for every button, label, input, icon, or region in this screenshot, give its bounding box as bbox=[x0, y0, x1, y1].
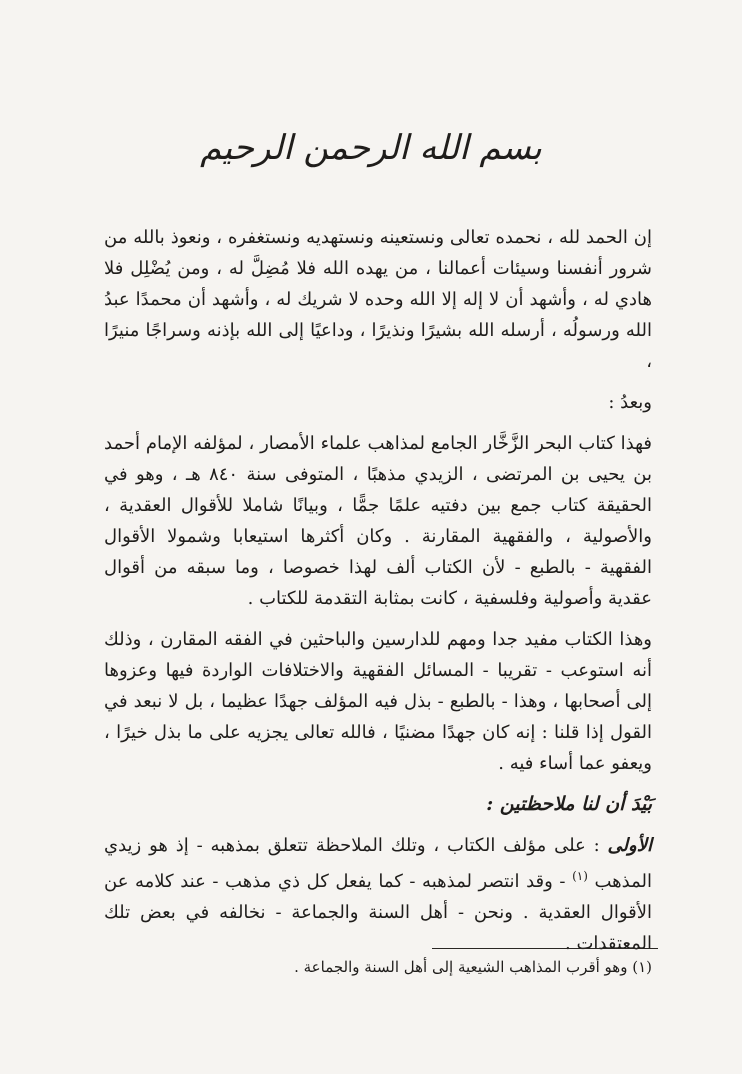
paragraph-book: فهذا كتاب البحر الزَّخَّار الجامع لمذاهب علماء الأمصار ، لمؤلفه الإمام أحمد بن يحيى بن المرتضى ، الزيدي مذهبًا ، المتوفى سنة ٨٤٠ هـ ، وهو في الحقيقة كتاب جمع بين دفتيه علمًا جمًّا ، وبيانًا شاملا للأقوال العقدية ، والأصولية ، والفقهية المقارنة . وكان أكثرها استيعابا وشمولا الأقوال الفقهية - بالطبع - لأن الكتاب ألف لهذا خصوصا ، وما سبقه من أقوال عقدية وأصولية وفلسفية ، كانت بمثابة التقدمة للكتاب . bbox=[104, 433, 653, 609]
footnote: (١) وهو أقرب المذاهب الشيعية إلى أهل السنة والجماعة . bbox=[294, 958, 652, 976]
baad-line: وبعدُ : bbox=[608, 392, 652, 413]
notes-subheading: بَيْدَ أن لنا ملاحظتين : bbox=[486, 793, 652, 815]
basmala-heading: بسم الله الرحمن الرحيم bbox=[200, 128, 542, 168]
main-text bbox=[104, 222, 652, 969]
first-note-text-a: : على مؤلف الكتاب ، وتلك الملاحظة تتعلق بمذهبه - إذ هو زيدي المذهب bbox=[104, 835, 653, 892]
first-note-text-b: - وقد انتصر لمذهبه - كما يفعل كل ذي مذهب - عند كلامه عن الأقوال العقدية . ونحن - أهل السنة والجماعة - نخالفه في بعض تلك المعتقدات . bbox=[104, 871, 652, 954]
intro-paragraph: إن الحمد لله ، نحمده تعالى ونستعينه ونستهديه ونستغفره ، ونعوذ بالله من شرور أنفسنا وسيئات أعمالنا ، من يهده الله فلا مُضِلَّ له ، ومن يُضْلِل فلا هادي له ، وأشهد أن لا إله إلا الله وحده لا شريك له ، وأشهد أن محمدًا عبدُ الله ورسولُه ، أرسله الله بشيرًا ونذيرًا ، وداعيًا إلى الله بإذنه وسراجًا منيرًا ، bbox=[104, 227, 652, 372]
first-note-lead: الأولى bbox=[607, 835, 652, 856]
footnote-divider bbox=[432, 948, 658, 949]
footnote-ref: (١) bbox=[572, 869, 588, 883]
paragraph-benefit: وهذا الكتاب مفيد جدا ومهم للدارسين والباحثين في الفقه المقارن ، وذلك أنه استوعب - تقريبا - المسائل الفقهية والاختلافات الواردة فيها وعزوها إلى أصحابها ، وهذا - بالطبع - بذل فيه المؤلف جهدًا عظيما ، بل لا نبعد في القول إذا قلنا : إنه كان جهدًا مضنيًا ، فالله تعالى يجزيه على ما بذل خيرًا ، ويعفو عما أساء فيه . bbox=[104, 629, 652, 774]
paragraph-first-note bbox=[104, 830, 652, 959]
